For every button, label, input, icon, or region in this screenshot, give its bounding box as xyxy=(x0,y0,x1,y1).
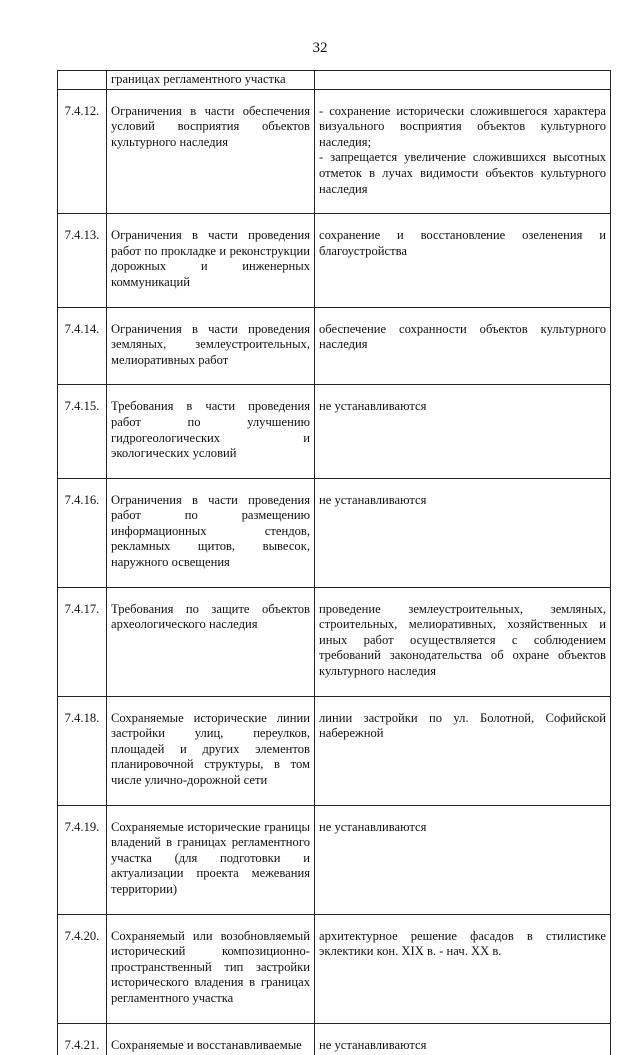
row-name: Требования по защите объектов археологического наследия xyxy=(107,587,315,696)
table-row xyxy=(58,214,611,307)
row-number: 7.4.20. xyxy=(58,914,107,1023)
row-value xyxy=(315,71,611,90)
row-name: границах регламентного участка xyxy=(107,71,315,90)
row-number: 7.4.15. xyxy=(58,385,107,478)
table-row xyxy=(58,89,611,214)
row-value: - сохранение исторически сложившегося характера визуального восприятия объектов культурного наследия; - запрещается увеличение сложившихся высотных отметок в лучах видимости объектов культурного наследия xyxy=(315,89,611,214)
row-number: 7.4.18. xyxy=(58,696,107,805)
row-value: архитектурное решение фасадов в стилистике эклектики кон. XIX в. - нач. XX в. xyxy=(315,914,611,1023)
row-number: 7.4.19. xyxy=(58,805,107,914)
row-number xyxy=(58,71,107,90)
row-value: не устанавливаются xyxy=(315,478,611,587)
table-row xyxy=(58,71,611,90)
row-number: 7.4.14. xyxy=(58,307,107,385)
row-value: не устанавливаются xyxy=(315,385,611,478)
table-row xyxy=(58,805,611,914)
page-number: 32 xyxy=(312,40,328,56)
table-row xyxy=(58,307,611,385)
row-name: Ограничения в части проведения земляных, землеустроительных, мелиоративных работ xyxy=(107,307,315,385)
row-value: сохранение и восстановление озеленения и благоустройства xyxy=(315,214,611,307)
regulations-table xyxy=(57,70,611,1055)
table-row xyxy=(58,1023,611,1055)
table-row xyxy=(58,385,611,478)
row-name: Сохраняемый или возобновляемый исторический композиционно-пространственный тип застройки исторического владения в границах регламентного участка xyxy=(107,914,315,1023)
row-number: 7.4.17. xyxy=(58,587,107,696)
row-name: Сохраняемые и восстанавливаемые xyxy=(107,1023,315,1055)
row-number: 7.4.12. xyxy=(58,89,107,214)
row-value: не устанавливаются xyxy=(315,1023,611,1055)
table-row xyxy=(58,914,611,1023)
row-name: Требования в части проведения работ по улучшению гидрогеологических и экологических условий xyxy=(107,385,315,478)
row-name: Ограничения в части проведения работ по прокладке и реконструкции дорожных и инженерных коммуникаций xyxy=(107,214,315,307)
row-name: Сохраняемые исторические границы владений в границах регламентного участка (для подготовки и актуализации проекта межевания территории) xyxy=(107,805,315,914)
row-value: обеспечение сохранности объектов культурного наследия xyxy=(315,307,611,385)
row-name: Ограничения в части обеспечения условий восприятия объектов культурного наследия xyxy=(107,89,315,214)
row-number: 7.4.13. xyxy=(58,214,107,307)
row-number: 7.4.16. xyxy=(58,478,107,587)
table-row xyxy=(58,478,611,587)
table-row xyxy=(58,696,611,805)
row-name: Сохраняемые исторические линии застройки улиц, переулков, площадей и других элементов планировочной структуры, в том числе улично-дорожной сети xyxy=(107,696,315,805)
row-number: 7.4.21. xyxy=(58,1023,107,1055)
row-value: проведение землеустроительных, земляных, строительных, мелиоративных, хозяйственных и иных работ осуществляется с соблюдением требований законодательства об охране объектов культурного наследия xyxy=(315,587,611,696)
table-row xyxy=(58,587,611,696)
row-value: не устанавливаются xyxy=(315,805,611,914)
row-value: линии застройки по ул. Болотной, Софийской набережной xyxy=(315,696,611,805)
row-name: Ограничения в части проведения работ по размещению информационных стендов, рекламных щитов, вывесок, наружного освещения xyxy=(107,478,315,587)
